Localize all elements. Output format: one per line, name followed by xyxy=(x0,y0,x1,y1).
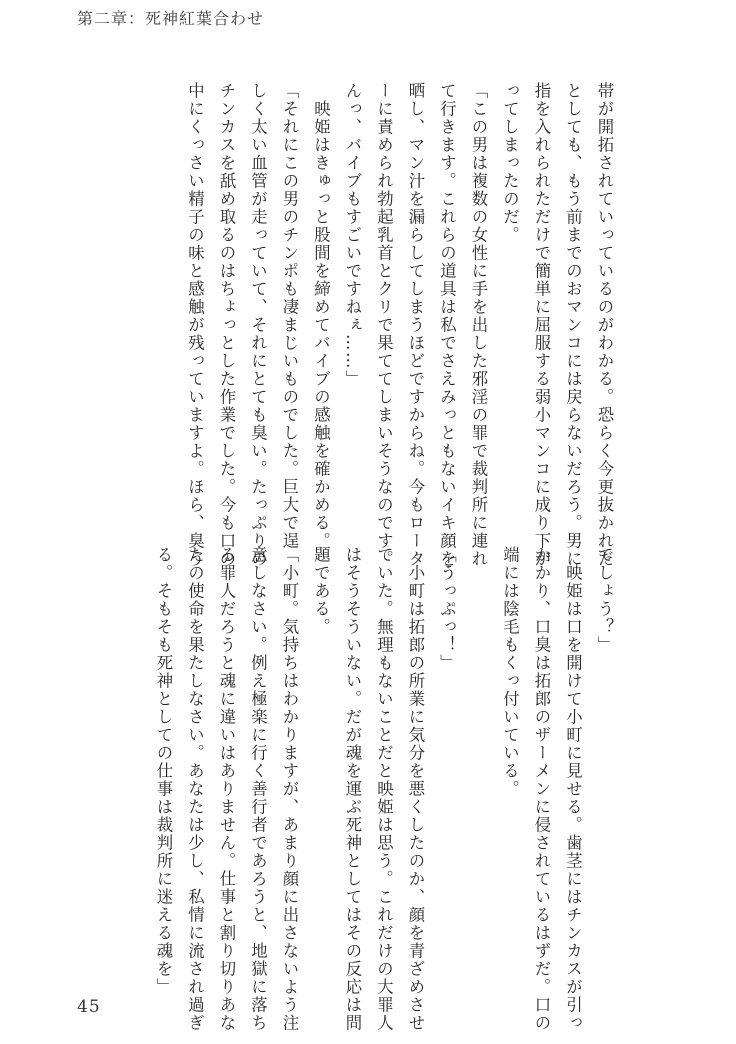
upper-text-block xyxy=(179,82,620,568)
text-line: 映姫は口を開けて小町に見せる。歯茎にはチンカスが引っ xyxy=(563,546,583,1032)
text-line: 「うっぷっ！」 xyxy=(437,546,457,672)
text-line: 意しなさい。例え極楽に行く善行者であろうと、地獄に落ち xyxy=(248,546,268,1032)
text-line: かかり、口臭は拓郎のザーメンに侵されているはずだ。口の xyxy=(532,546,551,1032)
lower-text-block xyxy=(148,546,621,1032)
text-line: る罪人だろうと魂に違いはありません。仕事と割り切りあな xyxy=(217,546,236,1032)
text-line: しく太い血管が走っていて、それにとても臭い。たっぷりの xyxy=(248,82,268,568)
text-line: ーに責められ勃起乳首とクリで果ててしまいそうなのです。 xyxy=(374,82,394,568)
text-line: はそうそういない。だが魂を運ぶ死神としてはその反応は問 xyxy=(343,546,362,1032)
text-line: 「この男は複数の女性に手を出した邪淫の罪で裁判所に連れ xyxy=(469,82,488,568)
blank-line xyxy=(463,546,495,966)
text-line: としても、もう前までのおマンコには戻らないだろう。男に xyxy=(563,82,583,568)
text-line: 指を入れられただけで簡単に屈服する弱小マンコに成り下が xyxy=(532,82,551,568)
text-line: 晒し、マン汁を漏らしてしまうほどですからね。今もロータ xyxy=(406,82,425,568)
text-line: 題である。 xyxy=(311,546,331,636)
text-line: チンカスを舐め取るのはちょっとした作業でした。今も口の xyxy=(217,82,236,568)
text-line: 小町は拓郎の所業に気分を悪くしたのか、顔を青ざめさせ xyxy=(406,546,425,1032)
text-line: 「小町。気持ちはわかりますが、あまり顔に出さないよう注 xyxy=(280,546,299,1032)
text-line: ていた。無理もないことだと映姫は思う。これだけの大罪人 xyxy=(374,546,394,1032)
page-number: 45 xyxy=(77,997,101,1017)
text-line: て行きます。これらの道具は私でさえみっともないイキ顔を xyxy=(437,82,457,568)
text-line: る。そもそも死神としての仕事は裁判所に迷える魂を」 xyxy=(154,546,173,996)
text-line: んっ、バイブもすごいですねぇ……」 xyxy=(343,82,362,388)
text-line: 「それにこの男のチンポも凄まじいものでした。巨大で逞 xyxy=(280,82,299,550)
text-line: 中にくっさい精子の味と感触が残っていますよ。ほら、臭う xyxy=(185,82,205,568)
text-line: 帯が開拓されていっているのがわかる。恐らく今更抜かれた xyxy=(595,82,614,568)
chapter-header: 第二章：死神紅葉合わせ xyxy=(77,9,265,28)
text-line: でしょう？」 xyxy=(595,546,614,654)
text-line: ってしまったのだ。 xyxy=(500,82,520,244)
text-line: 映姫はきゅっと股間を締めてバイブの感触を確かめる。 xyxy=(311,82,331,550)
text-line: 端には陰毛もくっ付いている。 xyxy=(500,546,520,798)
text-line: たの使命を果たしなさい。あなたは少し、私情に流され過ぎ xyxy=(185,546,205,1032)
